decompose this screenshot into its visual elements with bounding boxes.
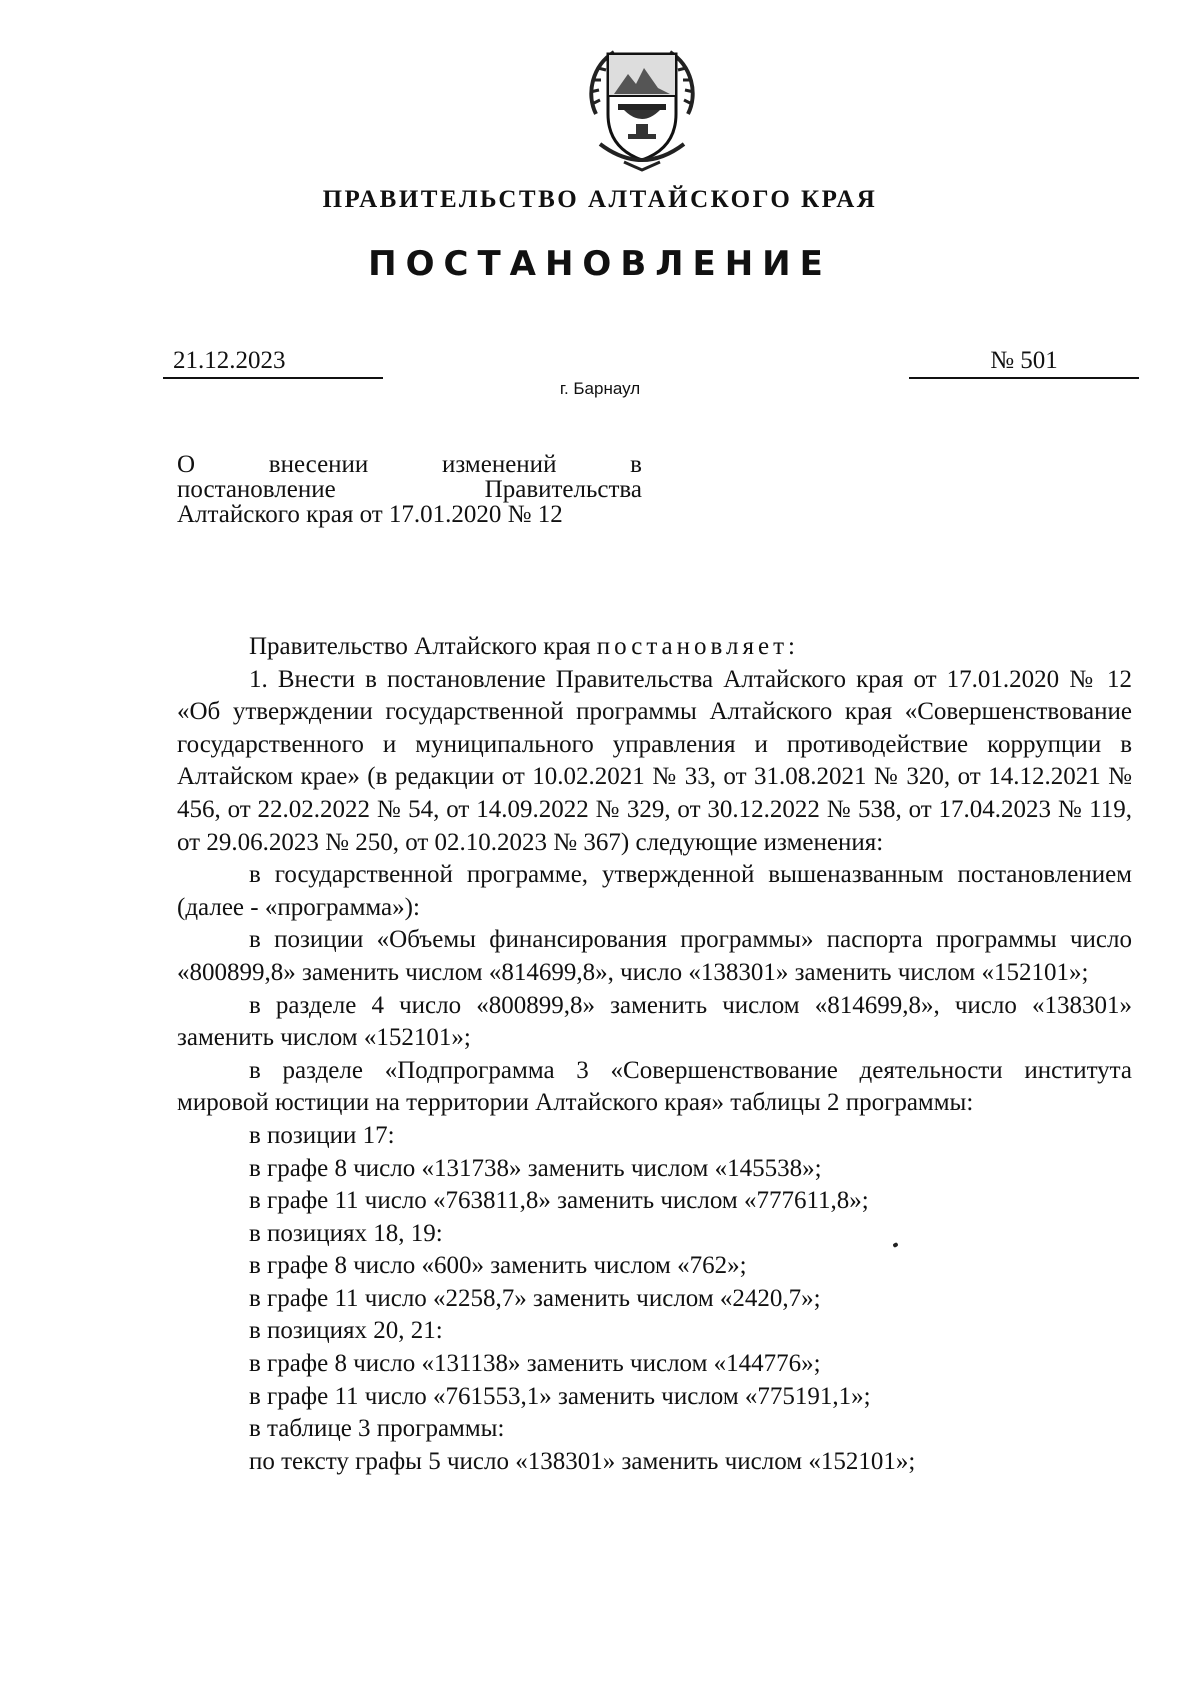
body-line: в таблице 3 программы: [249, 1415, 505, 1443]
body-line: в позициях 20, 21: [249, 1317, 443, 1345]
intro-prefix: Правительство Алтайского края [249, 633, 597, 660]
body-line: в позиции 17: [249, 1121, 395, 1149]
body-intro [177, 631, 1132, 664]
document-type-title: ПОСТАНОВЛЕНИЕ [368, 244, 832, 284]
coat-of-arms-emblem [584, 44, 700, 174]
body-paragraph-5: в разделе «Подпрограмма 3 «Совершенствование деятельности института мировой юстиции на территории Алтайского края» таблицы 2 программы: [177, 1056, 1132, 1117]
subject-word: Правительства [484, 476, 642, 503]
body-line: в графе 11 число «763811,8» заменить числом «777611,8»; [249, 1187, 869, 1215]
subject-word: постановление [177, 476, 336, 503]
body-paragraph-3: в позиции «Объемы финансирования программы» паспорта программы число «800899,8» заменить числом «814699,8», число «138301» заменить числом «152101»; [177, 926, 1132, 986]
subject-word: в [630, 451, 642, 478]
organization-title: ПРАВИТЕЛЬСТВО АЛТАЙСКОГО КРАЯ [322, 186, 878, 213]
document-city: г. Барнаул [559, 379, 641, 398]
body-paragraph-1: 1. Внести в постановление Правительства Алтайского края от 17.01.2020 № 12 «Об утверждении государственной программы Алтайского края «Совершенствование государственного и муниципального управления и противодействие коррупции в Алтайском крае» (в редакции от 10.02.2021 № 33, от 31.08.2021 № 320, от 14.12.2021 № 456, от 22.02.2022 № 54, от 14.09.2022 № 329, от 30.12.2022 № 538, от 17.04.2023 № 119, от 29.06.2023 № 250, от 02.10.2023 № 367) следующие изменения: [177, 665, 1132, 856]
intro-suffix: : [788, 633, 795, 660]
subject-line-1 [177, 452, 642, 477]
body-line: в графе 11 число «2258,7» заменить числом «2420,7»; [249, 1284, 821, 1312]
document-number: № 501 [909, 347, 1139, 379]
subject-word: О [177, 451, 196, 478]
body-line: по тексту графы 5 число «138301» заменить числом «152101»; [249, 1447, 916, 1475]
body-paragraph-4: в разделе 4 число «800899,8» заменить числом «814699,8», число «138301» заменить числом «152101»; [177, 991, 1132, 1052]
body-line: в графе 8 число «131738» заменить числом «145538»; [249, 1154, 822, 1182]
document-date: 21.12.2023 [163, 347, 383, 379]
subject-word: изменений [442, 451, 557, 478]
body-line: в графе 8 число «131138» заменить числом «144776»; [249, 1350, 821, 1378]
intro-spaced-verb: постановляет [596, 633, 788, 660]
body-paragraph-2: в государственной программе, утвержденной вышеназванным постановлением (далее - «программа»): [177, 861, 1132, 921]
body-line: в графе 8 число «600» заменить числом «762»; [249, 1252, 747, 1280]
body-line: в позициях 18, 19: [249, 1219, 443, 1247]
subject-word: внесении [268, 451, 369, 478]
subject-line-2 [177, 477, 642, 502]
document-body [177, 631, 1132, 1478]
document-subject [177, 452, 642, 527]
subject-line-3: Алтайского края от 17.01.2020 № 12 [177, 501, 563, 528]
body-line: в графе 11 число «761553,1» заменить числом «775191,1»; [249, 1382, 871, 1410]
